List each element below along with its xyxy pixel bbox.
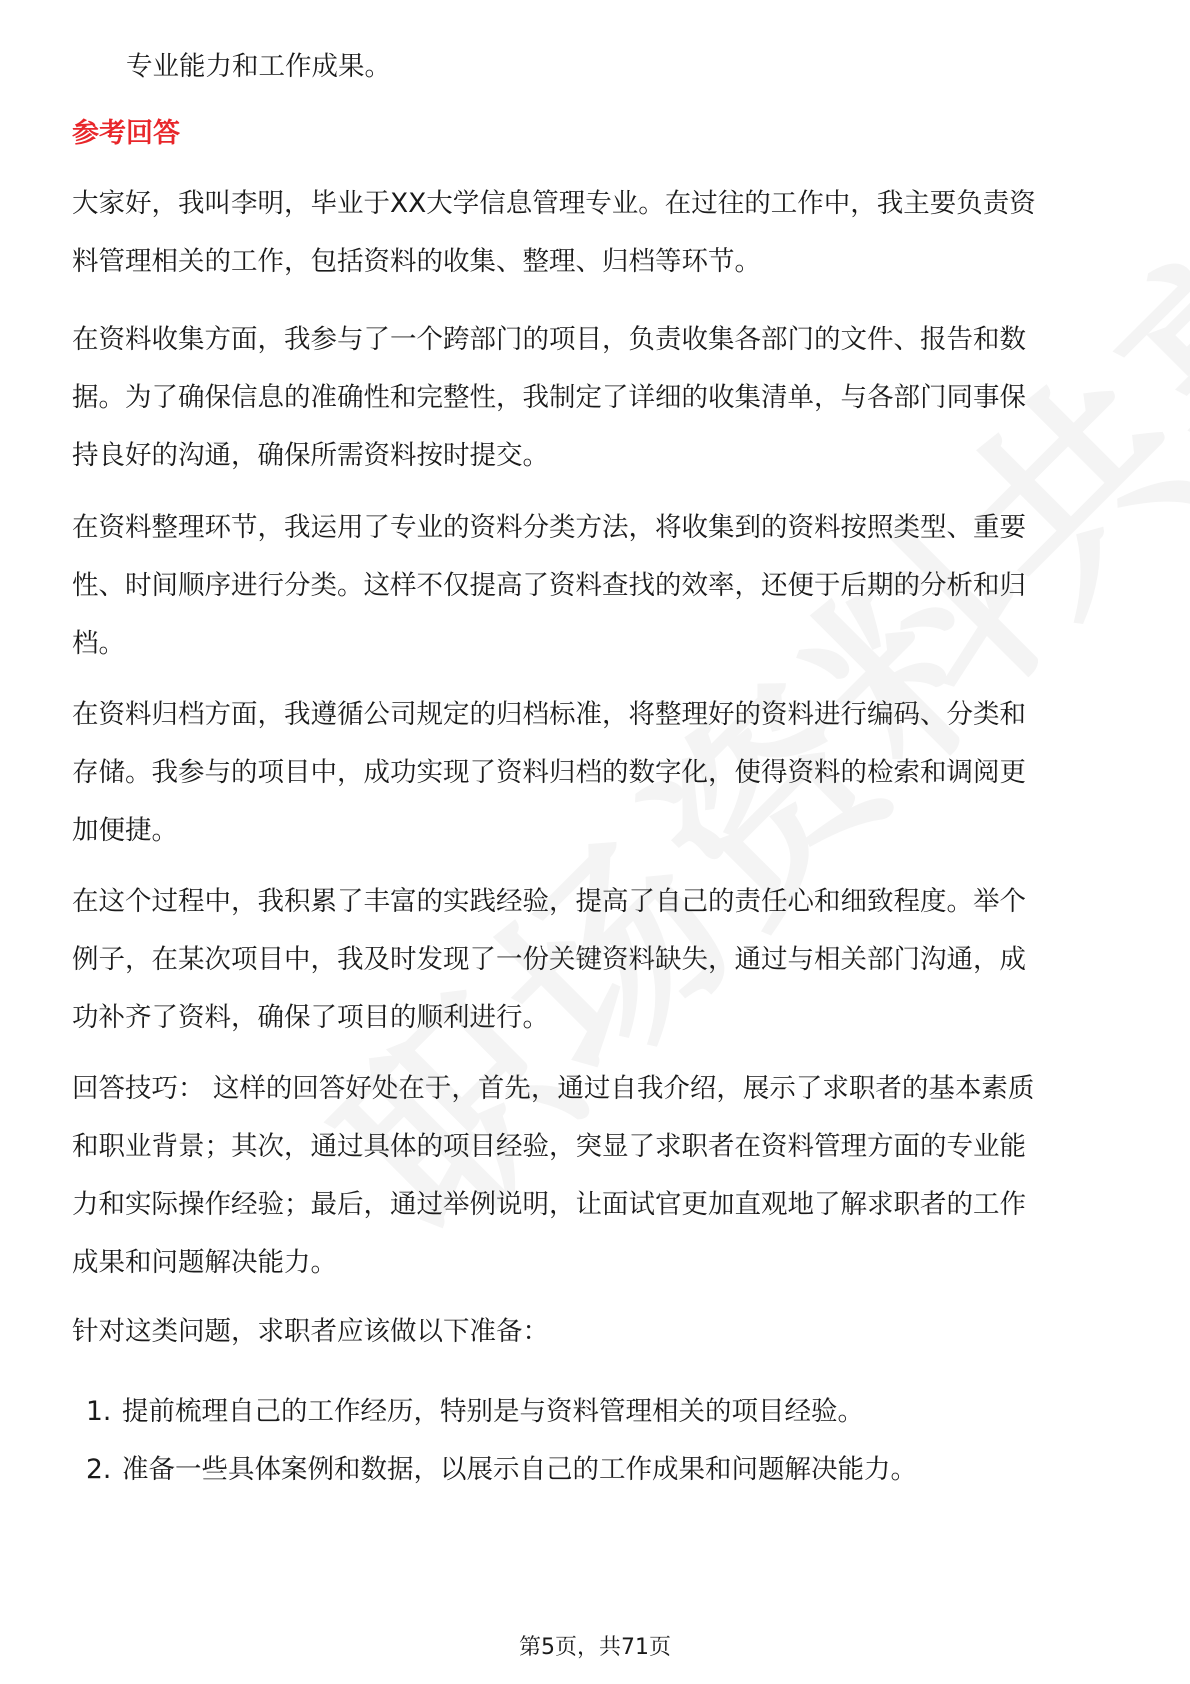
intro-line: 专业能力和工作成果。 (126, 51, 391, 82)
paragraph-line: 在这个过程中，我积累了丰富的实践经验，提高了自己的责任心和细致程度。举个 (72, 886, 1026, 917)
preparation-list (72, 1383, 917, 1499)
paragraph-collection (72, 311, 1026, 485)
paragraph-line: 加便捷。 (72, 815, 178, 846)
paragraph-line: 回答技巧： 这样的回答好处在于，首先，通过自我介绍，展示了求职者的基本素质 (72, 1073, 1035, 1104)
paragraph-line: 持良好的沟通，确保所需资料按时提交。 (72, 440, 549, 471)
paragraph-line: 成果和问题解决能力。 (72, 1247, 337, 1278)
paragraph-line: 性、时间顺序进行分类。这样不仅提高了资料查找的效率，还便于后期的分析和归 (72, 570, 1026, 601)
list-item-number: 1. (86, 1396, 112, 1427)
paragraph-line: 大家好，我叫李明，毕业于XX大学信息管理专业。在过往的工作中，我主要负责资 (72, 188, 1036, 219)
paragraph-line: 力和实际操作经验；最后，通过举例说明，让面试官更加直观地了解求职者的工作 (72, 1189, 1026, 1220)
paragraph-line: 例子，在某次项目中，我及时发现了一份关键资料缺失，通过与相关部门沟通，成 (72, 944, 1026, 975)
paragraph-intro (72, 175, 1036, 291)
paragraph-preparation-intro (72, 1303, 549, 1361)
paragraph-line: 功补齐了资料，确保了项目的顺利进行。 (72, 1002, 549, 1033)
paragraph-answer-tips (72, 1060, 1034, 1292)
paragraph-line: 和职业背景；其次，通过具体的项目经验，突显了求职者在资料管理方面的专业能 (72, 1131, 1026, 1162)
paragraph-line: 档。 (72, 628, 125, 659)
list-item-number: 2. (86, 1454, 112, 1485)
paragraph-experience (72, 873, 1026, 1047)
list-item-text: 提前梳理自己的工作经历，特别是与资料管理相关的项目经验。 (122, 1396, 864, 1427)
list-item (72, 1441, 917, 1499)
list-item (72, 1383, 917, 1441)
paragraph-line: 在资料整理环节，我运用了专业的资料分类方法，将收集到的资料按照类型、重要 (72, 512, 1026, 543)
paragraph-line: 据。为了确保信息的准确性和完整性，我制定了详细的收集清单，与各部门同事保 (72, 382, 1026, 413)
section-heading: 参考回答 (72, 118, 180, 149)
paragraph-line: 存储。我参与的项目中，成功实现了资料归档的数字化，使得资料的检索和调阅更 (72, 757, 1026, 788)
list-item-text: 准备一些具体案例和数据，以展示自己的工作成果和问题解决能力。 (122, 1454, 917, 1485)
paragraph-line: 针对这类问题，求职者应该做以下准备： (72, 1316, 549, 1347)
paragraph-line: 料管理相关的工作，包括资料的收集、整理、归档等环节。 (72, 246, 761, 277)
paragraph-line: 在资料收集方面，我参与了一个跨部门的项目，负责收集各部门的文件、报告和数 (72, 324, 1026, 355)
paragraph-archiving (72, 686, 1026, 860)
paragraph-organizing (72, 499, 1026, 673)
paragraph-line: 在资料归档方面，我遵循公司规定的归档标准，将整理好的资料进行编码、分类和 (72, 699, 1026, 730)
page-number: 第5页，共71页 (519, 1635, 671, 1660)
